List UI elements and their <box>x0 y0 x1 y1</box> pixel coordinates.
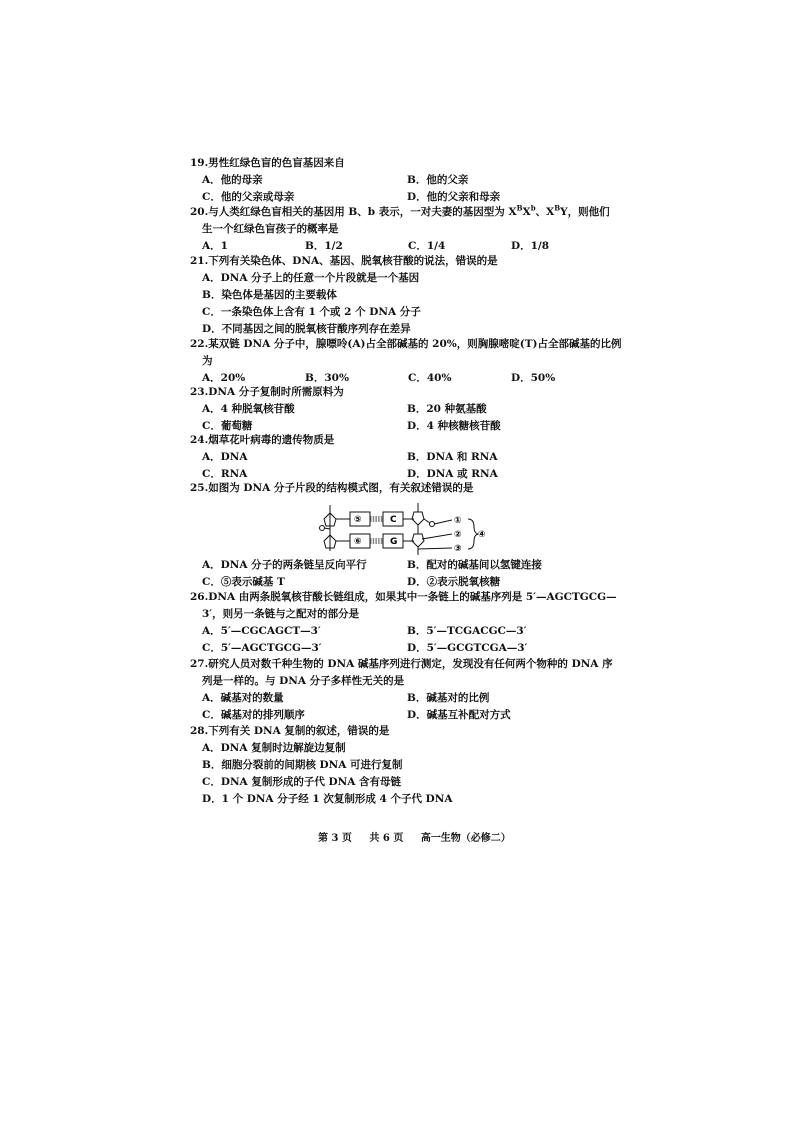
option-a: A．DNA 分子上的任意一个片段就是一个基因 <box>202 272 420 284</box>
label-2: ② <box>454 530 462 540</box>
option-a: A．4 种脱氧核苷酸 <box>202 403 295 415</box>
option-c: C．⑤表示碱基 T <box>202 576 285 588</box>
options <box>190 740 620 808</box>
option-d: D．5′—GCGTCGA—3′ <box>407 642 528 654</box>
question-stem: 25.如图为 DNA 分子片段的结构模式图，有关叙述错误的是 <box>190 482 474 494</box>
options <box>190 623 620 657</box>
question-stem: 26.DNA 由两条脱氧核苷酸长链组成，如果其中一条链上的碱基序列是 5′—AGCTGCG— <box>190 591 617 603</box>
question-22 <box>190 336 620 387</box>
option-b: B．他的父亲 <box>407 174 469 186</box>
dna-structure-diagram <box>318 497 488 559</box>
option-d: D．50% <box>511 372 556 384</box>
option-b: B．配对的碱基间以氢键连接 <box>407 559 542 571</box>
options <box>190 401 620 435</box>
option-a: A．碱基对的数量 <box>202 692 284 704</box>
question-24 <box>190 432 620 483</box>
option-d: D．DNA 或 RNA <box>407 468 498 480</box>
label-g: G <box>390 537 398 547</box>
question-stem: 27.研究人员对数千种生物的 DNA 碱基序列进行测定，发现没有任何两个物种的 DNA 序 <box>190 658 613 670</box>
question-stem-continued: 生一个红绿色盲孩子的概率是 <box>202 223 339 235</box>
option-a: A．他的母亲 <box>202 174 263 186</box>
label-c: C <box>390 515 397 525</box>
options <box>190 557 620 591</box>
option-c: C．他的父亲或母亲 <box>202 191 295 203</box>
label-4: ④ <box>478 530 486 540</box>
option-a: A．DNA 复制时边解旋边复制 <box>202 742 346 754</box>
option-b: B．细胞分裂前的间期核 DNA 可进行复制 <box>202 759 403 771</box>
option-b: B．碱基对的比例 <box>407 692 490 704</box>
question-20 <box>190 204 620 255</box>
option-a: A．DNA <box>202 451 248 463</box>
page-number: 第 3 页 <box>318 833 352 844</box>
right-phosphate <box>430 522 435 527</box>
option-d: D．碱基互补配对方式 <box>407 709 511 721</box>
question-27 <box>190 656 620 724</box>
label-5: ⑤ <box>354 515 362 525</box>
option-b: B．1/2 <box>305 240 343 252</box>
question-stem: 24.烟草花叶病毒的遗传物质是 <box>190 434 335 446</box>
question-23 <box>190 384 620 435</box>
option-b: B．5′—TCGACGC—3′ <box>407 625 527 637</box>
left-phosphate <box>320 526 325 531</box>
question-stem-continued: 为 <box>202 355 213 367</box>
option-d: D．4 种核糖核苷酸 <box>407 420 501 432</box>
question-stem-continued: 列是一样的。与 DNA 分子多样性无关的是 <box>202 675 405 687</box>
question-21 <box>190 253 620 338</box>
page-footer <box>318 829 525 844</box>
question-25 <box>190 480 620 497</box>
label-6: ⑥ <box>354 537 362 547</box>
option-b: B．染色体是基因的主要载体 <box>202 289 337 301</box>
option-c: C．1/4 <box>408 240 446 252</box>
option-d: D．1 个 DNA 分子经 1 次复制形成 4 个子代 DNA <box>202 793 453 805</box>
question-stem: 23.DNA 分子复制时所需原料为 <box>190 386 344 398</box>
option-d: D．不同基因之间的脱氧核苷酸序列存在差异 <box>202 323 411 335</box>
question-stem-continued: 3′，则另一条链与之配对的部分是 <box>202 608 360 620</box>
question-25-options <box>190 557 620 591</box>
option-b: B．DNA 和 RNA <box>407 451 498 463</box>
option-c: C．DNA 复制形成的子代 DNA 含有母链 <box>202 776 402 788</box>
question-19 <box>190 155 620 206</box>
option-b: B．20 种氨基酸 <box>407 403 487 415</box>
options <box>190 690 620 724</box>
option-c: C．RNA <box>202 468 248 480</box>
question-stem: 28.下列有关 DNA 复制的叙述，错误的是 <box>190 725 390 737</box>
question-28 <box>190 723 620 808</box>
option-c: C．5′—AGCTGCG—3′ <box>202 642 322 654</box>
option-a: A．1 <box>202 240 228 252</box>
subject-label: 高一生物（必修二） <box>420 833 511 844</box>
option-c: C．葡萄糖 <box>202 420 253 432</box>
option-c: C．40% <box>408 372 452 384</box>
options <box>190 449 620 483</box>
option-d: D．②表示脱氧核糖 <box>407 576 501 588</box>
question-stem: 20.与人类红绿色盲相关的基因用 B、b 表示，一对夫妻的基因型为 $X^BX^b$、$X^BY$，则他们 <box>190 203 610 218</box>
label-1: ① <box>454 516 462 526</box>
question-stem: 19.男性红绿色盲的色盲基因来自 <box>190 157 345 169</box>
option-c: C．一条染色体上含有 1 个或 2 个 DNA 分子 <box>202 306 421 318</box>
option-a: A．5′—CGCAGCT—3′ <box>202 625 321 637</box>
option-d: D．他的父亲和母亲 <box>407 191 501 203</box>
label-3: ③ <box>454 544 462 554</box>
page-total: 共 6 页 <box>369 833 404 844</box>
question-stem: 22.某双链 DNA 分子中，腺嘌呤(A)占全部碱基的 20%，则胸腺嘧啶(T)占全部碱基的比例 <box>190 338 622 350</box>
option-a: A．20% <box>202 372 246 384</box>
question-26 <box>190 589 620 657</box>
options <box>190 172 620 206</box>
options <box>190 270 620 338</box>
question-stem: 21.下列有关染色体、DNA、基因、脱氧核苷酸的说法，错误的是 <box>190 255 498 267</box>
option-a: A．DNA 分子的两条链呈反向平行 <box>202 559 367 571</box>
option-c: C．碱基对的排列顺序 <box>202 709 305 721</box>
option-b: B．30% <box>305 372 349 384</box>
option-d: D．1/8 <box>511 240 550 252</box>
